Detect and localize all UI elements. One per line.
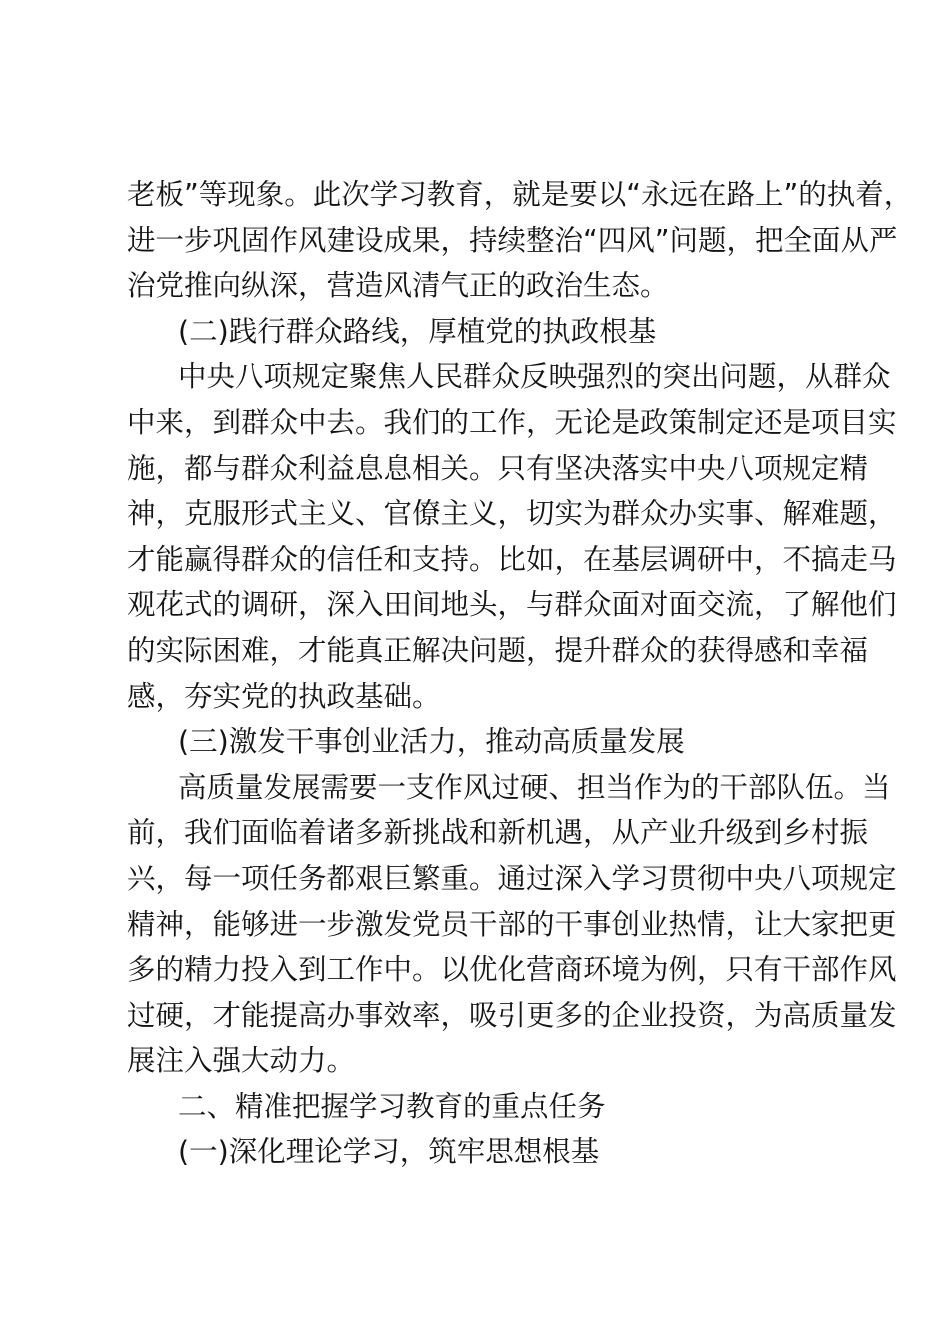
document-body xyxy=(127,172,913,1175)
paragraph-line: 进一步巩固作风建设成果，持续整治“四风”问题，把全面从严 xyxy=(127,223,898,257)
paragraph-line: 过硬，才能提高办事效率，吸引更多的企业投资，为高质量发 xyxy=(127,998,897,1032)
paragraph-line: 感，夯实党的执政基础。 xyxy=(127,679,441,713)
paragraph-line: 兴，每一项任务都艰巨繁重。通过深入学习贯彻中央八项规定 xyxy=(127,861,897,895)
paragraph-line: 多的精力投入到工作中。以优化营商环境为例，只有干部作风 xyxy=(127,953,897,987)
paragraph-line: 高质量发展需要一支作风过硬、担当作为的干部队伍。当 xyxy=(178,770,891,804)
paragraph-line: 神，克服形式主义、官僚主义，切实为群众办实事、解难题， xyxy=(127,497,897,531)
paragraph-line: 中来，到群众中去。我们的工作，无论是政策制定还是项目实 xyxy=(127,405,897,439)
chapter-heading: 二、精准把握学习教育的重点任务 xyxy=(178,1089,606,1123)
section-heading: (三)激发干事创业活力，推动高质量发展 xyxy=(178,725,685,759)
paragraph-line: 展注入强大动力。 xyxy=(127,1044,356,1078)
paragraph-line: 治党推向纵深，营造风清气正的政治生态。 xyxy=(127,269,669,303)
paragraph-line: 中央八项规定聚焦人民群众反映强烈的突出问题，从群众 xyxy=(178,360,891,394)
paragraph-line: 观花式的调研，深入田间地头，与群众面对面交流，了解他们 xyxy=(127,588,897,622)
paragraph-line: 才能赢得群众的信任和支持。比如，在基层调研中，不搞走马 xyxy=(127,542,897,576)
paragraph-line: 老板”等现象。此次学习教育，就是要以“永远在路上”的执着， xyxy=(127,178,913,211)
paragraph-line: 施，都与群众利益息息相关。只有坚决落实中央八项规定精 xyxy=(127,451,869,485)
paragraph-line: 前，我们面临着诸多新挑战和新机遇，从产业升级到乡村振 xyxy=(127,816,869,850)
paragraph-line: 精神，能够进一步激发党员干部的干事创业热情，让大家把更 xyxy=(127,907,897,941)
paragraph-line: 的实际困难，才能真正解决问题，提升群众的获得感和幸福 xyxy=(127,633,869,667)
section-heading: (一)深化理论学习，筑牢思想根基 xyxy=(178,1135,600,1169)
section-heading: (二)践行群众路线，厚植党的执政根基 xyxy=(178,314,657,348)
